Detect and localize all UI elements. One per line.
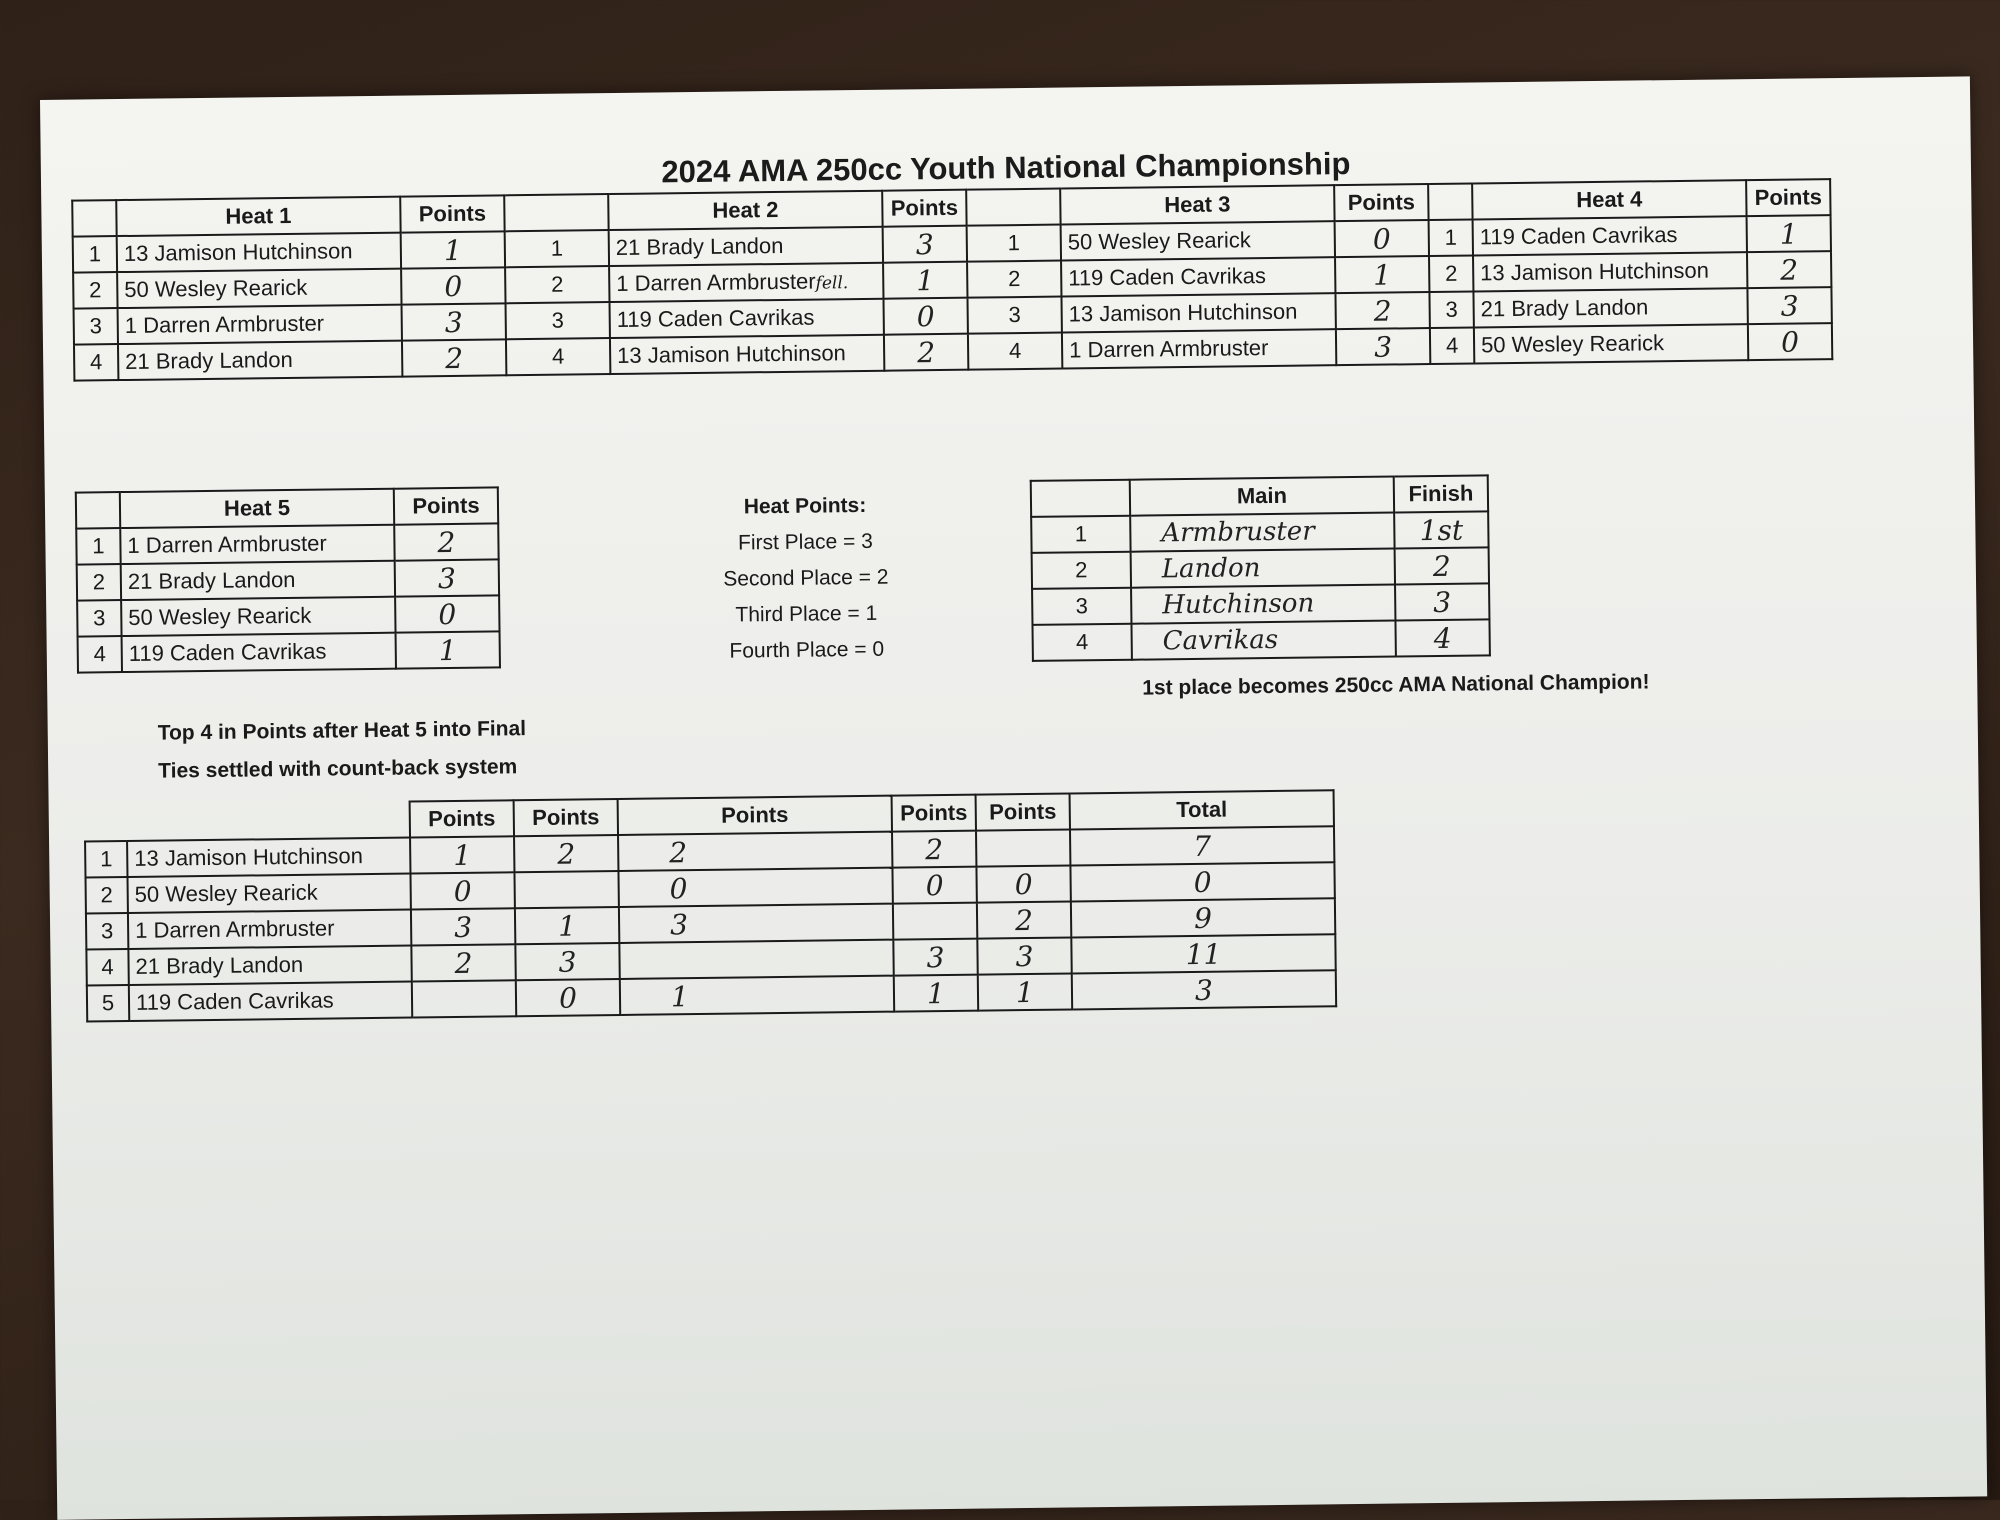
summary-points-header: Points [410, 800, 514, 837]
champion-note: 1st place becomes 250cc AMA National Champion! [1142, 670, 1650, 700]
table-row [1032, 583, 1489, 625]
heat-points-legend [665, 487, 947, 670]
scoresheet-paper [40, 76, 1987, 1519]
points-cell: 3 [402, 303, 506, 340]
heat-5-header: Heat 5 [120, 489, 394, 528]
pos-cell: 3 [506, 302, 610, 339]
pos-cell: 2 [86, 877, 128, 914]
pos-cell: 1 [85, 841, 127, 878]
heat-4-points-header: Points [1746, 179, 1830, 216]
total-cell: 7 [1070, 826, 1334, 865]
rider-cell: 13 Jamison Hutchinson [127, 838, 410, 877]
pos-cell: 4 [1430, 327, 1474, 364]
points-cell [976, 829, 1070, 866]
summary-total-header: Total [1070, 790, 1334, 829]
handwritten-fell-note: fell. [815, 273, 849, 294]
pos-cell: 4 [78, 636, 122, 673]
points-cell: 2 [1747, 251, 1831, 288]
rider-cell: 21 Brady Landon [128, 946, 411, 985]
table-row [76, 523, 498, 564]
finish-cell: 3 [1395, 583, 1489, 620]
heats-1-4-table [71, 178, 1833, 381]
summary-points-header: Points [976, 793, 1070, 830]
main-name-cell: Hutchinson [1131, 584, 1395, 623]
rider-cell: 1 Darren Armbruster [128, 910, 411, 949]
table-row [1032, 547, 1489, 589]
table-row [77, 559, 499, 600]
points-cell: 1 [1335, 256, 1429, 293]
points-cell: 1 [410, 836, 514, 873]
points-cell: 1 [396, 631, 500, 668]
points-cell: 3 [893, 939, 977, 976]
heat-points-line: Second Place = 2 [723, 565, 889, 591]
pos-cell: 1 [967, 225, 1061, 262]
points-cell: 2 [892, 831, 976, 868]
pos-cell: 2 [77, 564, 121, 601]
points-cell: 3 [619, 904, 893, 943]
main-name-cell: Landon [1131, 548, 1395, 587]
points-cell: 2 [402, 339, 506, 376]
pos-cell: 3 [74, 308, 118, 345]
points-cell: 3 [1336, 328, 1430, 365]
rider-cell: 50 Wesley Rearick [127, 874, 410, 913]
points-cell [619, 940, 893, 979]
points-cell: 1 [883, 262, 967, 299]
total-cell: 11 [1071, 934, 1335, 973]
heat-5-points-header: Points [394, 487, 498, 524]
total-cell: 3 [1072, 970, 1336, 1009]
pos-cell: 4 [86, 949, 128, 986]
points-cell: 3 [883, 226, 967, 263]
points-cell: 1 [894, 975, 978, 1012]
finish-header: Finish [1394, 475, 1488, 512]
pos-cell: 2 [505, 266, 609, 303]
heat-3-points-header: Points [1334, 184, 1428, 221]
points-cell: 0 [883, 298, 967, 335]
points-cell: 3 [1747, 287, 1831, 324]
summary-points-header: Points [514, 799, 618, 836]
rider-cell: 50 Wesley Rearick [121, 597, 395, 636]
pos-cell: 4 [1032, 624, 1131, 661]
heat-2-header: Heat 2 [608, 191, 882, 230]
total-cell: 9 [1071, 898, 1335, 937]
main-final-table [1030, 474, 1491, 662]
heat-2-points-header: Points [882, 190, 966, 227]
pos-cell: 2 [1429, 256, 1473, 293]
rider-cell: 1 Darren Armbruster [1062, 329, 1336, 368]
pos-cell: 3 [967, 297, 1061, 334]
points-cell: 0 [1748, 323, 1832, 360]
points-cell [412, 980, 516, 1017]
points-cell: 2 [977, 901, 1071, 938]
points-cell: 1 [978, 973, 1072, 1010]
finish-cell: 2 [1395, 547, 1489, 584]
rider-cell: 13 Jamison Hutchinson [117, 233, 401, 272]
points-cell: 2 [884, 334, 968, 371]
pos-cell: 1 [73, 236, 117, 273]
rider-cell: 13 Jamison Hutchinson [1473, 252, 1747, 291]
points-cell: 2 [411, 944, 515, 981]
rider-cell: 50 Wesley Rearick [1061, 221, 1335, 260]
pos-cell: 3 [77, 600, 121, 637]
points-cell: 0 [516, 979, 620, 1016]
points-cell: 2 [394, 523, 498, 560]
pos-cell: 3 [86, 913, 128, 950]
page-title: 2024 AMA 250cc Youth National Championship [661, 145, 1351, 190]
points-summary-table [84, 789, 1338, 1022]
rider-cell: 50 Wesley Rearick [1474, 324, 1748, 363]
heat-points-heading: Heat Points: [743, 493, 867, 519]
table-row [1031, 511, 1488, 553]
pos-cell: 2 [967, 261, 1061, 298]
points-cell: 0 [395, 595, 499, 632]
table-row [78, 631, 500, 672]
main-header: Main [1130, 476, 1394, 515]
pos-cell: 4 [506, 338, 610, 375]
rules-note-line: Ties settled with count-back system [158, 755, 518, 783]
main-name-cell: Armbruster [1130, 512, 1394, 551]
table-row [1032, 619, 1489, 661]
points-cell: 3 [515, 943, 619, 980]
rider-cell: 119 Caden Cavrikas [1061, 257, 1335, 296]
heat-5-table [75, 486, 501, 673]
points-cell: 0 [1335, 220, 1429, 257]
rider-cell: 13 Jamison Hutchinson [610, 335, 884, 374]
pos-cell: 1 [1031, 516, 1130, 553]
points-cell: 0 [892, 867, 976, 904]
points-cell [514, 871, 618, 908]
heat-points-line: First Place = 3 [737, 529, 874, 555]
heat-4-header: Heat 4 [1472, 180, 1746, 219]
heat-points-line: Third Place = 1 [735, 601, 878, 627]
pos-cell: 1 [1429, 220, 1473, 257]
points-cell: 2 [618, 832, 892, 871]
rider-cell [609, 263, 883, 302]
rider-cell: 21 Brady Landon [118, 341, 402, 380]
main-name-cell: Cavrikas [1131, 620, 1395, 659]
pos-cell: 1 [76, 528, 120, 565]
heat-3-header: Heat 3 [1060, 185, 1334, 224]
rules-note-line: Top 4 in Points after Heat 5 into Final [157, 717, 527, 745]
heat-1-header: Heat 1 [116, 197, 400, 236]
pos-cell: 2 [1032, 552, 1131, 589]
table-row [77, 595, 499, 636]
rider-cell: 119 Caden Cavrikas [610, 299, 884, 338]
rider-cell: 1 Darren Armbruster [118, 305, 402, 344]
rider-cell: 21 Brady Landon [1473, 288, 1747, 327]
summary-points-header: Points [892, 795, 976, 832]
rider-cell: 119 Caden Cavrikas [1473, 216, 1747, 255]
rider-name: 1 Darren Armbruster [616, 268, 816, 296]
summary-points-header: Points [618, 796, 892, 835]
points-cell [893, 903, 977, 940]
points-cell: 1 [1747, 215, 1831, 252]
points-cell: 1 [620, 976, 894, 1015]
finish-cell: 1st [1394, 511, 1488, 548]
points-cell: 0 [618, 868, 892, 907]
points-cell: 3 [395, 559, 499, 596]
pos-cell: 3 [1429, 292, 1473, 329]
rider-cell: 21 Brady Landon [121, 561, 395, 600]
pos-cell: 5 [87, 985, 129, 1022]
points-cell: 2 [514, 835, 618, 872]
rider-cell: 119 Caden Cavrikas [129, 982, 412, 1021]
points-cell: 0 [976, 865, 1070, 902]
rider-cell: 50 Wesley Rearick [117, 269, 401, 308]
points-cell: 0 [401, 267, 505, 304]
rider-cell: 13 Jamison Hutchinson [1061, 293, 1335, 332]
rider-cell: 1 Darren Armbruster [120, 525, 394, 564]
pos-cell: 1 [505, 230, 609, 267]
finish-cell: 4 [1395, 619, 1489, 656]
pos-cell: 3 [1032, 588, 1131, 625]
total-cell: 0 [1070, 862, 1334, 901]
pos-cell: 4 [968, 333, 1062, 370]
rules-notes [158, 710, 527, 790]
points-cell: 3 [977, 937, 1071, 974]
points-cell: 0 [410, 872, 514, 909]
pos-cell: 4 [74, 344, 118, 381]
heat-1-points-header: Points [400, 195, 504, 232]
rider-cell: 119 Caden Cavrikas [122, 633, 396, 672]
points-cell: 1 [515, 907, 619, 944]
points-cell: 3 [411, 908, 515, 945]
heat-points-line: Fourth Place = 0 [729, 637, 885, 663]
rider-cell: 21 Brady Landon [609, 227, 883, 266]
points-cell: 1 [401, 231, 505, 268]
pos-cell: 2 [73, 272, 117, 309]
points-cell: 2 [1335, 292, 1429, 329]
